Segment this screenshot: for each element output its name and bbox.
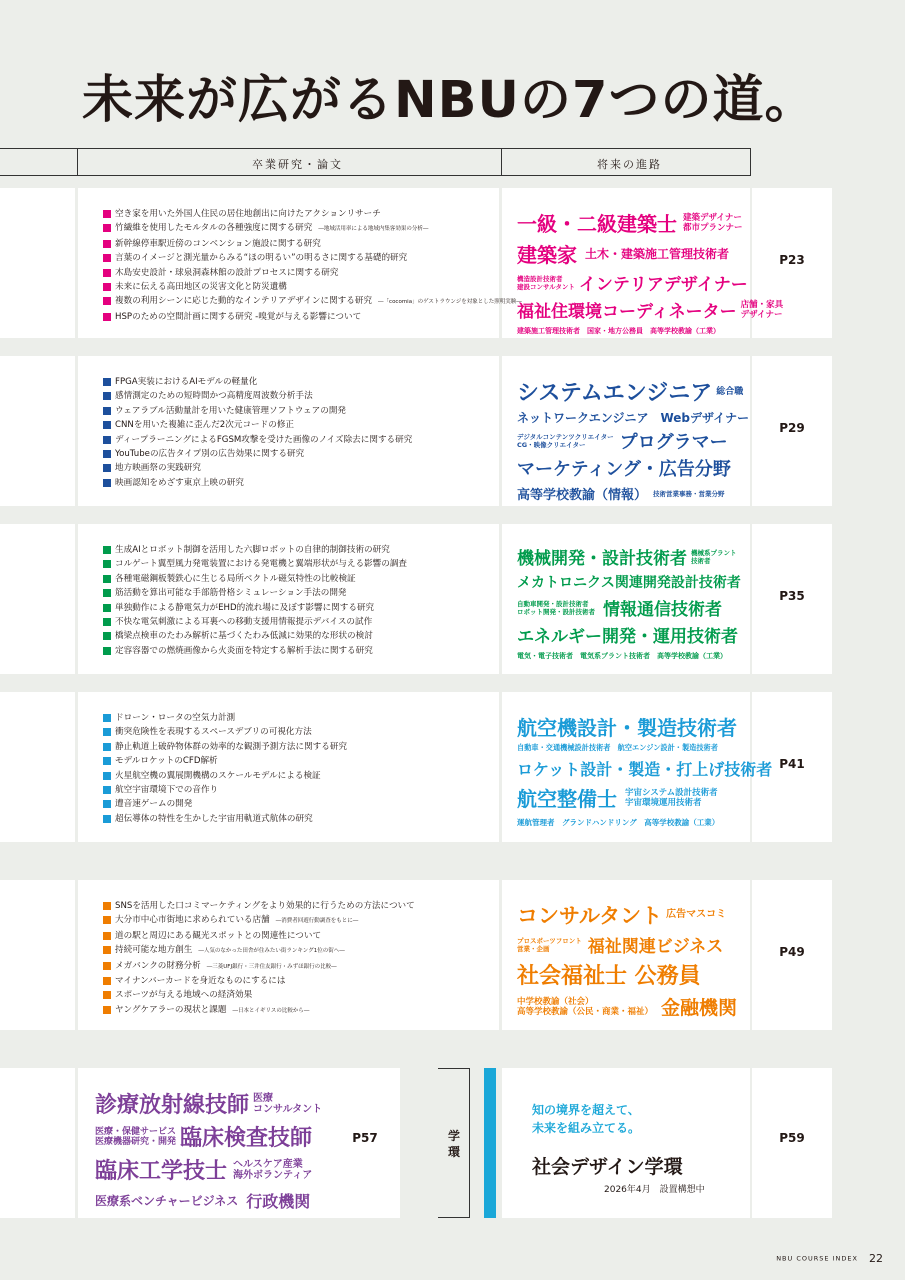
design-tagline xyxy=(532,1101,640,1137)
career-line xyxy=(517,744,742,752)
bullet-square-icon xyxy=(103,632,111,640)
career-small-line: デジタルコンテンツクリエイター xyxy=(517,433,614,441)
career-line xyxy=(517,270,748,295)
research-item xyxy=(103,404,412,418)
research-item-text: モデルロケットのCFD解析 xyxy=(115,756,218,767)
bullet-square-icon xyxy=(103,916,111,924)
header-bottom-line xyxy=(0,175,750,176)
career-big: マーケティング・広告分野 xyxy=(517,459,731,480)
design-page-ref[interactable]: P59 xyxy=(779,1131,805,1145)
research-item-text: 言葉のイメージと測光量からみる“ほの明るい”の明るさに関する基礎的研究 xyxy=(115,253,408,264)
research-item-text: 新幹線停車駅近傍のコンベンション施設に関する研究 xyxy=(115,238,321,249)
footer xyxy=(776,1248,883,1267)
research-item xyxy=(103,812,347,826)
research-item xyxy=(103,629,407,643)
row-blank-card xyxy=(0,524,75,674)
medical-career-small xyxy=(233,1159,312,1181)
career-small: 総合職 xyxy=(716,386,744,397)
research-item-text: 大分市中心市街地に求められている店舗 xyxy=(115,915,270,926)
research-item xyxy=(103,783,347,797)
bullet-square-icon xyxy=(103,757,111,765)
research-item xyxy=(103,461,412,475)
research-item xyxy=(103,586,407,600)
medical-blank-card xyxy=(0,1068,75,1218)
career-line xyxy=(517,376,742,407)
research-item xyxy=(103,929,415,943)
career-big: 一級・二級建築士 xyxy=(517,212,677,236)
career-big: 建築家 xyxy=(517,243,577,267)
career-line xyxy=(517,327,742,335)
career-big: 航空機設計・製造技術者 xyxy=(517,716,737,740)
career-small xyxy=(517,600,595,616)
medical-career-small-2: 医療機器研究・開発 xyxy=(95,1136,177,1147)
career-small-line: 中学校教諭（社会） xyxy=(517,996,594,1007)
career-line xyxy=(517,208,742,237)
bullet-square-icon xyxy=(103,946,111,954)
research-item xyxy=(103,207,522,221)
research-item-text: ヤングケアラーの現状と課題 xyxy=(115,1004,227,1015)
bullet-square-icon xyxy=(103,932,111,940)
bullet-square-icon xyxy=(103,546,111,554)
medical-career-small-1: 医療 xyxy=(253,1092,274,1104)
research-item xyxy=(103,375,412,389)
career-small: 電気・電子技術者 電気系プラント技術者 高等学校教諭（工業） xyxy=(517,652,727,660)
research-item-text: CNNを用いた複雑に歪んだ2次元コードの修正 xyxy=(115,420,295,431)
bullet-square-icon xyxy=(103,224,111,232)
career-line xyxy=(517,993,742,1020)
research-item xyxy=(103,389,412,403)
medical-career-mid: 医療系ベンチャービジネス xyxy=(95,1194,239,1208)
career-big: システムエンジニア xyxy=(517,381,713,406)
career-small xyxy=(691,549,737,565)
career-small xyxy=(683,213,743,233)
design-sub: 2026年4月 設置構想中 xyxy=(604,1185,705,1195)
career-small xyxy=(517,275,575,291)
research-list xyxy=(103,899,415,1018)
research-item xyxy=(103,280,522,294)
bullet-square-icon xyxy=(103,479,111,487)
research-item xyxy=(103,601,407,615)
career-small: ネットワークエンジニア Webデザイナー xyxy=(517,411,750,425)
research-header: 卒業研究・論文 xyxy=(252,158,343,171)
research-item-text: 木島安史設計・球泉洞森林館の設計プロセスに関する研究 xyxy=(115,267,339,278)
design-name: 社会デザイン学環 xyxy=(532,1156,683,1178)
career-small xyxy=(517,433,614,449)
bullet-square-icon xyxy=(103,977,111,985)
design-bracket-top xyxy=(438,1068,469,1069)
design-bracket-bottom xyxy=(438,1217,469,1218)
research-item-text: 地方映画祭の実践研究 xyxy=(115,463,201,474)
career-small-line: デザイナー xyxy=(740,309,783,320)
medical-career-small-1: 医療・保健サービス xyxy=(95,1126,177,1137)
bullet-square-icon xyxy=(103,464,111,472)
career-line xyxy=(517,819,742,827)
research-item-text: 火星航空機の翼展開機構のスケールモデルによる検証 xyxy=(115,770,321,781)
career-line xyxy=(517,712,742,741)
career-small-line: 店舗・家具 xyxy=(740,299,784,310)
research-item xyxy=(103,572,407,586)
research-item xyxy=(103,943,415,958)
research-item xyxy=(103,447,412,461)
bullet-square-icon xyxy=(103,297,111,305)
bullet-square-icon xyxy=(103,269,111,277)
research-item-text: コルゲート翼型風力発電装置における発電機と翼端形状が与える影響の調査 xyxy=(115,559,408,570)
research-item xyxy=(103,221,522,236)
research-item xyxy=(103,988,415,1002)
bullet-square-icon xyxy=(103,647,111,655)
medical-career-small xyxy=(95,1127,176,1147)
research-item xyxy=(103,959,415,974)
career-line xyxy=(517,900,742,930)
research-item-note: ―消費者回遊行動調査をもとに― xyxy=(275,918,359,925)
medical-career-small-1: ヘルスケア産業 xyxy=(233,1158,303,1170)
career-big: 福祉住環境コーディネーター xyxy=(517,302,737,322)
footer-label: NBU COURSE INDEX xyxy=(776,1254,858,1263)
career-small-line: 構造設計技術者 xyxy=(517,274,563,283)
career-big: インテリアデザイナー xyxy=(578,275,748,295)
career-small-line: ロボット開発・設計技術者 xyxy=(517,607,595,616)
career-small-line: 営業・企画 xyxy=(517,944,550,953)
research-item-text: 遭音速ゲームの開発 xyxy=(115,799,193,810)
bullet-square-icon xyxy=(103,743,111,751)
career-block xyxy=(517,208,784,335)
career-line xyxy=(517,409,750,426)
bullet-square-icon xyxy=(103,283,111,291)
row-blank-card xyxy=(0,356,75,506)
header-divider-mid xyxy=(501,148,502,176)
career-big: 航空整備士 xyxy=(517,787,617,811)
research-item-note: ―人気のなかった田舎が住みたい街ランキング1位の街へ― xyxy=(198,948,345,955)
research-item xyxy=(103,974,415,988)
career-block xyxy=(517,376,750,503)
bullet-square-icon xyxy=(103,392,111,400)
header-top-line xyxy=(0,148,750,149)
research-item-text: FPGA実装におけるAIモデルの軽量化 xyxy=(115,377,258,387)
career-block xyxy=(517,712,773,827)
bullet-square-icon xyxy=(103,902,111,910)
medical-career-small xyxy=(253,1093,322,1115)
research-item xyxy=(103,615,407,629)
research-item xyxy=(103,754,347,768)
page-title: 未来が広がるNBUの7つの道。 xyxy=(82,71,817,130)
research-item-text: HSPのための空間計画に関する研究 -嗅覚が与える影響について xyxy=(115,311,362,322)
bullet-square-icon xyxy=(103,815,111,823)
research-item-text: 空き家を用いた外国人住民の居住地創出に向けたアクションリサーチ xyxy=(115,209,381,219)
career-small xyxy=(517,937,582,953)
career-line xyxy=(517,239,742,268)
medical-career-big: 臨床検査技師 xyxy=(180,1126,313,1151)
career-big: プログラマー xyxy=(619,432,728,453)
row-blank-card xyxy=(0,880,75,1030)
research-item-text: 単独動作による静電気力がEHD的流れ場に及ぼす影響に関する研究 xyxy=(115,602,375,613)
medical-career-big: 行政機関 xyxy=(246,1192,311,1211)
bullet-square-icon xyxy=(103,436,111,444)
design-bracket-line xyxy=(469,1068,470,1218)
research-item-text: 道の駅と周辺にある観光スポットとの関連性について xyxy=(115,930,322,941)
research-item-text: 筋活動を算出可能な手部筋骨格シミュレーション手法の開発 xyxy=(115,588,347,599)
career-small xyxy=(741,300,784,320)
row-blank-card xyxy=(0,188,75,338)
bullet-square-icon xyxy=(103,575,111,583)
research-item-text: 竹繊維を使用したモルタルの各種強度に関する研究 xyxy=(115,223,313,234)
header-divider-right xyxy=(750,148,751,176)
career-small: 土木・建築施工管理技術者 xyxy=(585,247,730,261)
research-list xyxy=(103,207,522,324)
research-item xyxy=(103,433,412,447)
career-line xyxy=(517,622,742,647)
bullet-square-icon xyxy=(103,254,111,262)
bullet-square-icon xyxy=(103,589,111,597)
research-item-text: ドローン・ロータの空気力計測 xyxy=(115,713,236,723)
medical-page-ref[interactable]: P57 xyxy=(352,1131,378,1145)
career-small xyxy=(517,997,653,1017)
research-item xyxy=(103,418,412,432)
row-page-ref[interactable]: P49 xyxy=(779,945,805,959)
research-item xyxy=(103,557,407,571)
research-item-note: ―三菱UFJ銀行・三井住友銀行・みずほ銀行の比較― xyxy=(206,963,337,970)
career-line xyxy=(517,932,742,957)
career-small: 技術営業事務・営業分野 xyxy=(653,489,725,498)
research-item-note: ―日本とイギリスの比較から― xyxy=(232,1007,310,1014)
research-item-text: 映画認知をめざす東京上映の研究 xyxy=(115,477,244,488)
career-small-line: プロスポーツフロント xyxy=(517,936,582,945)
research-list xyxy=(103,711,347,826)
bullet-square-icon xyxy=(103,604,111,612)
career-line xyxy=(517,959,742,990)
research-item-text: 静止軌道上破砕物体群の効率的な観測予測方法に関する研究 xyxy=(115,741,348,752)
design-tagline-1: 知の境界を超えて、 xyxy=(532,1103,640,1117)
career-small-line: 機械系プラント xyxy=(691,548,737,557)
bullet-square-icon xyxy=(103,560,111,568)
medical-career-big: 診療放射線技師 xyxy=(95,1093,250,1118)
bullet-square-icon xyxy=(103,618,111,626)
research-item-text: 複数の利用シーンに応じた動的なインテリアデザインに関する研究 xyxy=(115,296,373,307)
research-item xyxy=(103,1003,415,1018)
research-item-text: 衝突危険性を表現するスペースデブリの可視化方法 xyxy=(115,727,312,738)
row-page-ref[interactable]: P41 xyxy=(779,757,805,771)
research-list xyxy=(103,543,407,658)
research-item xyxy=(103,266,522,280)
bullet-square-icon xyxy=(103,1006,111,1014)
career-line xyxy=(517,297,784,322)
career-small xyxy=(625,788,718,808)
career-small-line: CG・映像クリエイター xyxy=(517,441,586,449)
research-item xyxy=(103,769,347,783)
career-line xyxy=(517,572,742,592)
row-page-ref[interactable]: P23 xyxy=(779,253,805,267)
design-vertical-label: 学環 xyxy=(448,1129,461,1159)
bullet-square-icon xyxy=(103,407,111,415)
research-item-text: ディープラーニングによるFGSM攻撃を受けた画像のノイズ除去に関する研究 xyxy=(115,434,413,445)
design-tagline-2: 未来を組み立てる。 xyxy=(532,1121,641,1135)
research-item-text: 定容容器での燃焼画像から火炎面を特定する解析手法に関する研究 xyxy=(115,645,373,656)
career-line xyxy=(517,428,742,454)
medical-career-big: 臨床工学技士 xyxy=(95,1159,228,1184)
bullet-square-icon xyxy=(103,450,111,458)
bullet-square-icon xyxy=(103,378,111,386)
research-item-text: 持続可能な地方創生 xyxy=(115,945,193,956)
career-small: 運航管理者 グランドハンドリング 高等学校教諭（工業） xyxy=(517,818,720,827)
research-item xyxy=(103,644,407,658)
career-small-line: 高等学校教諭（公民・商業・福祉） xyxy=(517,1006,654,1017)
research-item xyxy=(103,543,407,557)
career-small-line: 技術者 xyxy=(691,556,711,565)
research-item-text: 各種電磁鋼板製鉄心に生じる局所ベクトル磁気特性の比較検証 xyxy=(115,573,356,584)
bullet-square-icon xyxy=(103,991,111,999)
research-item-text: メガバンクの財務分析 xyxy=(115,960,201,971)
career-small-line: 自動車開発・設計技術者 xyxy=(517,599,589,608)
career-line xyxy=(517,783,742,812)
career-small-line: 都市プランナー xyxy=(683,222,743,233)
career-small-line: 宇宙システム設計技術者 xyxy=(625,787,718,798)
design-card xyxy=(502,1068,750,1218)
career-big: ロケット設計・製造・打上げ技術者 xyxy=(517,760,773,779)
career-line xyxy=(517,595,742,620)
row-page-ref[interactable]: P29 xyxy=(779,421,805,435)
career-big: 福祉関連ビジネス xyxy=(587,937,724,957)
career-big: コンサルタント xyxy=(517,904,663,928)
career-big: 金融機関 xyxy=(661,997,738,1019)
research-item-text: 不快な電気刺激による耳裏への移動支援用情報提示デバイスの試作 xyxy=(115,617,373,628)
bullet-square-icon xyxy=(103,800,111,808)
research-item-text: 感情測定のための短時間かつ高精度周波数分析手法 xyxy=(115,391,313,402)
research-item xyxy=(103,913,415,928)
research-item-text: スポーツが与える地域への経済効果 xyxy=(115,990,253,1001)
bullet-square-icon xyxy=(103,714,111,722)
career-line xyxy=(517,652,742,660)
footer-page-number: 22 xyxy=(869,1252,883,1265)
career-big: メカトロニクス関連開発設計技術者 xyxy=(517,575,741,591)
research-item-text: 超伝導体の特性を生かした宇宙用軌道式航体の研究 xyxy=(115,813,313,824)
career-block xyxy=(517,544,742,660)
header-divider-left xyxy=(77,148,78,176)
research-item-text: 橋梁点検車のたわみ解析に基づくたわみ低減に効果的な形状の検討 xyxy=(115,631,373,642)
research-list xyxy=(103,375,412,490)
career-line xyxy=(517,455,742,481)
research-item xyxy=(103,725,347,739)
research-item-note: ―「cocomia」のゲストラウンジを対象とした照明実験― xyxy=(378,299,522,306)
bullet-square-icon xyxy=(103,728,111,736)
medical-career-small-2: コンサルタント xyxy=(253,1103,323,1115)
research-item xyxy=(103,294,522,309)
bullet-square-icon xyxy=(103,240,111,248)
research-item xyxy=(103,476,412,490)
career-big: 機械開発・設計技術者 xyxy=(517,549,687,569)
career-header: 将来の進路 xyxy=(597,158,662,171)
research-item-text: 航空宇宙環境下での音作り xyxy=(115,785,219,796)
career-small: 自動車・交通機械設計技術者 航空エンジン設計・製造技術者 xyxy=(517,743,718,752)
career-line xyxy=(517,544,742,569)
career-small-line: 建築デザイナー xyxy=(683,212,742,223)
research-item xyxy=(103,310,522,324)
career-small-line: 建設コンサルタント xyxy=(517,282,575,291)
career-line xyxy=(517,484,742,503)
research-item-note: ―地域活用率による地域内集客効果の分析― xyxy=(318,226,429,233)
bullet-square-icon xyxy=(103,786,111,794)
career-big: エネルギー開発・運用技術者 xyxy=(517,627,738,647)
research-item xyxy=(103,711,347,725)
research-item xyxy=(103,899,415,913)
row-page-ref[interactable]: P35 xyxy=(779,589,805,603)
research-item-text: 未来に伝える高田地区の災害文化と防災遺構 xyxy=(115,282,287,293)
research-item xyxy=(103,251,522,265)
career-big: 社会福祉士 公務員 xyxy=(517,964,701,989)
career-big: 情報通信技術者 xyxy=(603,600,722,620)
career-line xyxy=(517,757,773,780)
research-item xyxy=(103,797,347,811)
research-item-text: ウェアラブル活動量計を用いた健康管理ソフトウェアの開発 xyxy=(115,405,347,416)
bullet-square-icon xyxy=(103,962,111,970)
research-item-text: YouTubeの広告タイプ別の広告効果に関する研究 xyxy=(115,449,305,460)
career-block xyxy=(517,900,742,1020)
career-small: 高等学校教諭（情報） xyxy=(517,488,648,503)
research-item xyxy=(103,740,347,754)
bullet-square-icon xyxy=(103,313,111,321)
research-item-text: マイナンバーカードを身近なものにするには xyxy=(115,976,286,987)
research-item xyxy=(103,237,522,251)
research-item-text: 生成AIとロボット制御を活用した六脚ロボットの自律的制御技術の研究 xyxy=(115,545,390,555)
research-item-text: SNSを活用した口コミマーケティングをより効果的に行うための方法について xyxy=(115,901,415,911)
career-small: 広告マスコミ xyxy=(666,909,727,920)
row-blank-card xyxy=(0,692,75,842)
bullet-square-icon xyxy=(103,772,111,780)
medical-career-small-2: 海外ボランティア xyxy=(233,1169,313,1181)
design-accent-bar xyxy=(484,1068,496,1218)
bullet-square-icon xyxy=(103,421,111,429)
career-small-line: 宇宙環境運用技術者 xyxy=(625,797,702,808)
bullet-square-icon xyxy=(103,210,111,218)
career-small: 建築施工管理技術者 国家・地方公務員 高等学校教諭（工業） xyxy=(517,327,720,335)
